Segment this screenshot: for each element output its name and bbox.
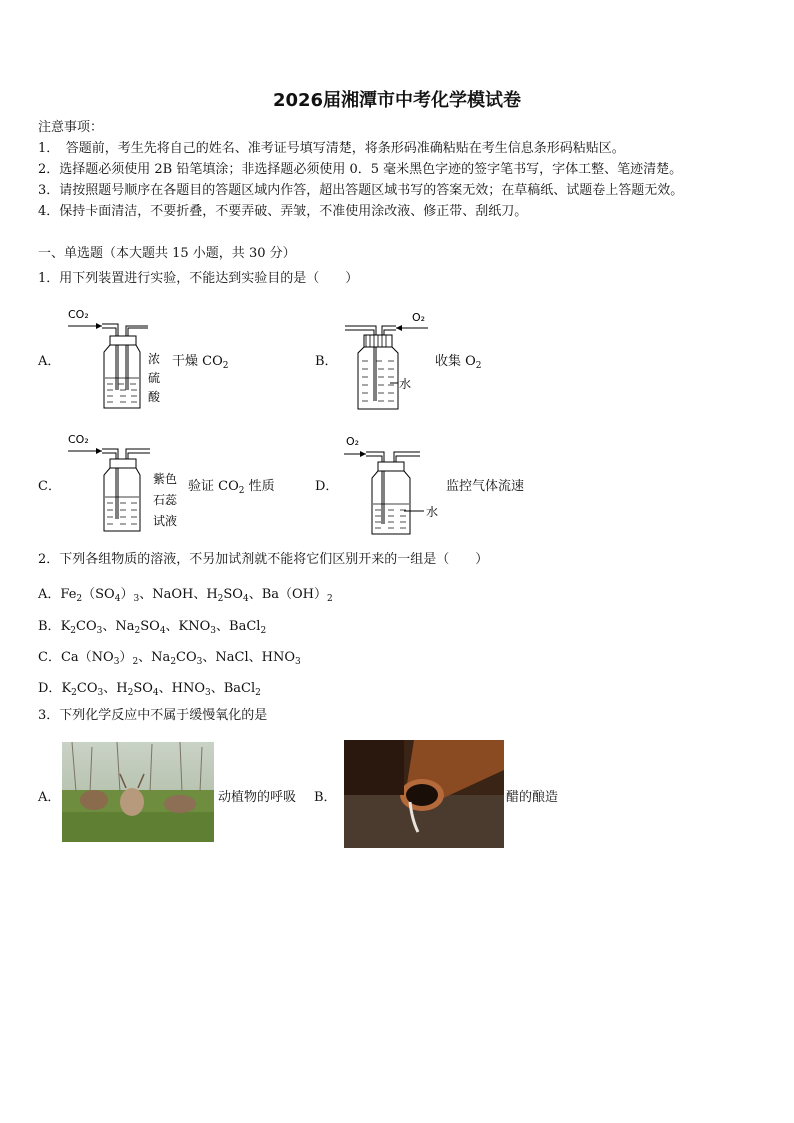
svg-text:水: 水 — [399, 377, 412, 391]
question-1-stem: 1．用下列装置进行实验，不能达到实验目的是（ ） — [38, 271, 359, 286]
gas-label: O₂ — [346, 435, 360, 448]
q3-option-a-caption: 动植物的呼吸 — [218, 790, 297, 805]
svg-text:浓: 浓 — [148, 352, 161, 366]
question-2-stem: 2．下列各组物质的溶液，不另加试剂就不能将它们区别开来的一组是（ ） — [38, 552, 489, 567]
q1-option-b-letter: B． — [315, 354, 338, 369]
svg-text:石蕊: 石蕊 — [153, 493, 178, 507]
q1-apparatus-b — [340, 305, 440, 415]
svg-text:水: 水 — [426, 505, 439, 519]
q1-option-d-letter: D． — [315, 479, 339, 494]
q3-option-a-letter: A． — [38, 790, 61, 805]
gas-label: O₂ — [412, 311, 426, 324]
q3-option-b-caption: 醋的酿造 — [506, 790, 559, 805]
svg-text:试液: 试液 — [153, 514, 178, 528]
q1-option-d-purpose: 监控气体流速 — [446, 479, 525, 494]
notice-item-2: 2．选择题必须使用 2B 铅笔填涂；非选择题必须使用 0．5 毫米黑色字迹的签字笔书写，字体工整、笔迹清楚。 — [38, 162, 683, 177]
notice-heading: 注意事项： — [38, 120, 104, 135]
q1-apparatus-c — [60, 425, 190, 540]
question-3-stem: 3．下列化学反应中不属于缓慢氧化的是 — [38, 708, 268, 723]
q1-option-c-purpose: 验证 $CO_2$ 性质 — [188, 479, 275, 496]
q2-option-d: D．$K_2CO_3$、$H_2SO_4$、$HNO_3$、BaCl$_2$ — [38, 681, 261, 698]
svg-text:酸: 酸 — [148, 390, 161, 404]
svg-text:硫: 硫 — [148, 371, 161, 385]
gas-label: CO₂ — [68, 433, 89, 446]
gas-label: CO₂ — [68, 308, 89, 321]
svg-text:紫色: 紫色 — [153, 472, 178, 486]
notice-item-1: 1． 答题前，考生先将自己的姓名、准考证号填写清楚，将条形码准确粘贴在考生信息条形码粘贴区。 — [38, 141, 625, 156]
page-title: 2026届湘潭市中考化学模试卷 — [272, 90, 522, 111]
q1-option-a-purpose: 干燥 $CO_2$ — [172, 354, 229, 371]
q1-option-b-purpose: 收集 $O_2$ — [435, 354, 482, 371]
section-title: 一、单选题（本大题共 15 小题，共 30 分） — [38, 246, 296, 261]
q1-apparatus-d — [340, 428, 450, 540]
q1-option-c-letter: C． — [38, 479, 61, 494]
q2-option-b: B．$K_2CO_3$、$Na_2SO_4$、$KNO_3$、BaCl$_2$ — [38, 619, 267, 636]
notice-item-4: 4．保持卡面清洁，不要折叠，不要弄破、弄皱，不准使用涂改液、修正带、刮纸刀。 — [38, 204, 528, 219]
q1-option-a-letter: A． — [38, 354, 61, 369]
vinegar-photo — [344, 740, 504, 848]
q1-apparatus-a — [60, 300, 190, 415]
notice-item-3: 3．请按照题号顺序在各题目的答题区域内作答，超出答题区域书写的答案无效；在草稿纸、试题卷上答题无效。 — [38, 183, 684, 198]
deer-photo — [62, 742, 214, 842]
q2-option-a: A．$Fe_2(SO_4)_3$、NaOH、$H_2SO_4$、$Ba(OH)_2$ — [38, 587, 333, 604]
q3-option-b-letter: B． — [314, 790, 337, 805]
q2-option-c: C．$Ca(NO_3)_2$、$Na_2CO_3$、NaCl、$HNO_3$ — [38, 650, 301, 667]
